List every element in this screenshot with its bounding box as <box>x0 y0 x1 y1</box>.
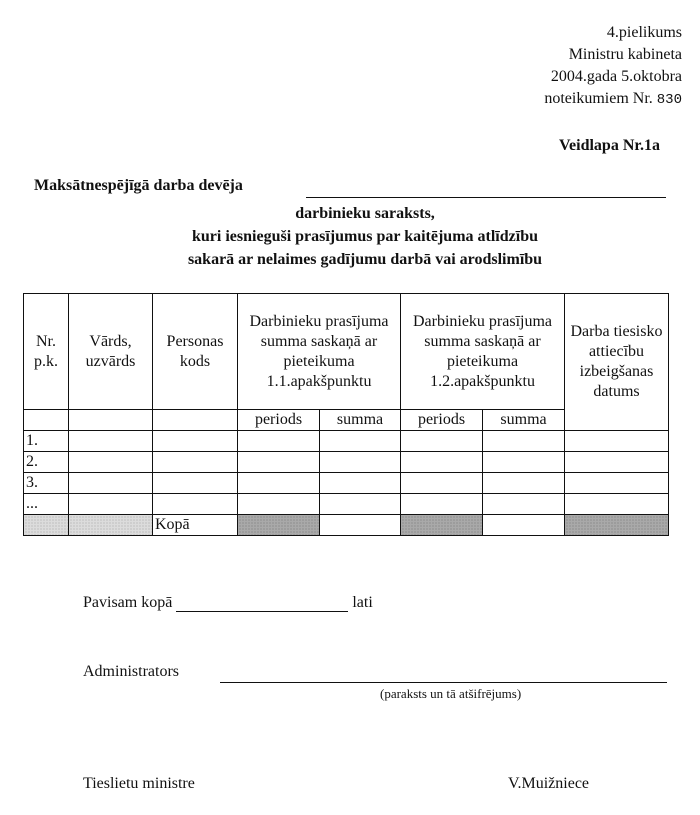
cell-sum[interactable] <box>320 494 401 515</box>
cell-code[interactable] <box>153 494 238 515</box>
sub-header-sum: summa <box>320 410 401 431</box>
cell-name[interactable] <box>69 473 153 494</box>
employer-field-line[interactable] <box>306 197 666 198</box>
signature-hint: (paraksts un tā atšifrējums) <box>380 686 522 701</box>
cell-name[interactable] <box>69 452 153 473</box>
col-header-personal-code: Personas kods <box>153 294 238 410</box>
title-line-3: sakarā ar nelaimes gadījumu darbā vai arodslimību <box>187 251 543 268</box>
sub-header-period: periods <box>401 410 483 431</box>
cell-sum[interactable] <box>320 473 401 494</box>
cell-date[interactable] <box>565 473 669 494</box>
grand-total <box>83 594 373 612</box>
cell-code[interactable] <box>153 431 238 452</box>
col-header-nr: Nr. p.k. <box>24 294 69 410</box>
cell-code[interactable] <box>153 452 238 473</box>
total-label: Kopā <box>153 515 238 536</box>
cell-period[interactable] <box>401 431 483 452</box>
row-number: 1. <box>24 431 69 452</box>
regulation-date: 2004.gada 5.oktobra <box>550 68 682 85</box>
cell-period[interactable] <box>238 494 320 515</box>
shaded-cell <box>69 515 153 536</box>
table-row <box>24 494 669 515</box>
document-title <box>0 202 700 271</box>
cell-date[interactable] <box>565 452 669 473</box>
col-header-claim-1-1: Darbinieku prasījuma summa saskaņā ar pieteikuma 1.1.apakšpunktu <box>238 294 401 410</box>
title-line-2: kuri iesnieguši prasījumus par kaitējuma atlīdzību <box>192 228 538 245</box>
administrator-label: Administrators <box>83 663 179 680</box>
annex-number: 4.pielikums <box>606 24 682 41</box>
cell-name[interactable] <box>69 431 153 452</box>
col-header-claim-1-2: Darbinieku prasījuma summa saskaņā ar pieteikuma 1.2.apakšpunktu <box>401 294 565 410</box>
grand-total-unit: lati <box>352 594 373 611</box>
document-header <box>544 22 682 111</box>
title-line-1: darbinieku saraksts, <box>295 205 435 222</box>
cell-period[interactable] <box>238 452 320 473</box>
cell-sum[interactable] <box>320 452 401 473</box>
cell-date[interactable] <box>565 431 669 452</box>
row-number: 3. <box>24 473 69 494</box>
cell-code[interactable] <box>153 473 238 494</box>
shaded-cell <box>24 515 69 536</box>
table-row <box>24 452 669 473</box>
row-number: ... <box>24 494 69 515</box>
cell-period[interactable] <box>401 494 483 515</box>
total-sum-1-1[interactable] <box>320 515 401 536</box>
cell-sum[interactable] <box>483 452 565 473</box>
total-sum-1-2[interactable] <box>483 515 565 536</box>
col-header-termination-date: Darba tiesisko attiecību izbeigšanas datums <box>565 294 669 431</box>
col-header-name: Vārds, uzvārds <box>69 294 153 410</box>
cell-period[interactable] <box>401 452 483 473</box>
employer-label: Maksātnespējīgā darba devēja <box>34 177 243 194</box>
sub-header-blank <box>69 410 153 431</box>
grand-total-label: Pavisam kopā <box>83 594 173 611</box>
regulation-number: noteikumiem Nr. 830 <box>544 90 682 108</box>
cell-sum[interactable] <box>320 431 401 452</box>
employee-claims-table <box>23 293 669 536</box>
sub-header-blank <box>24 410 69 431</box>
cell-date[interactable] <box>565 494 669 515</box>
minister-label: Tieslietu ministre <box>83 775 195 792</box>
sub-header-blank <box>153 410 238 431</box>
administrator-signature-line[interactable] <box>220 682 667 683</box>
issuer: Ministru kabineta <box>568 46 682 63</box>
cell-period[interactable] <box>238 431 320 452</box>
shaded-cell <box>565 515 669 536</box>
table-row <box>24 431 669 452</box>
grand-total-field-line[interactable] <box>176 595 348 612</box>
cell-sum[interactable] <box>483 431 565 452</box>
cell-period[interactable] <box>401 473 483 494</box>
cell-period[interactable] <box>238 473 320 494</box>
row-number: 2. <box>24 452 69 473</box>
sub-header-period: periods <box>238 410 320 431</box>
table-row <box>24 473 669 494</box>
form-id: Veidlapa Nr.1a <box>558 137 660 154</box>
minister-name: V.Muižniece <box>508 775 590 792</box>
shaded-cell <box>238 515 320 536</box>
cell-sum[interactable] <box>483 473 565 494</box>
cell-sum[interactable] <box>483 494 565 515</box>
total-row <box>24 515 669 536</box>
sub-header-sum: summa <box>483 410 565 431</box>
cell-name[interactable] <box>69 494 153 515</box>
shaded-cell <box>401 515 483 536</box>
